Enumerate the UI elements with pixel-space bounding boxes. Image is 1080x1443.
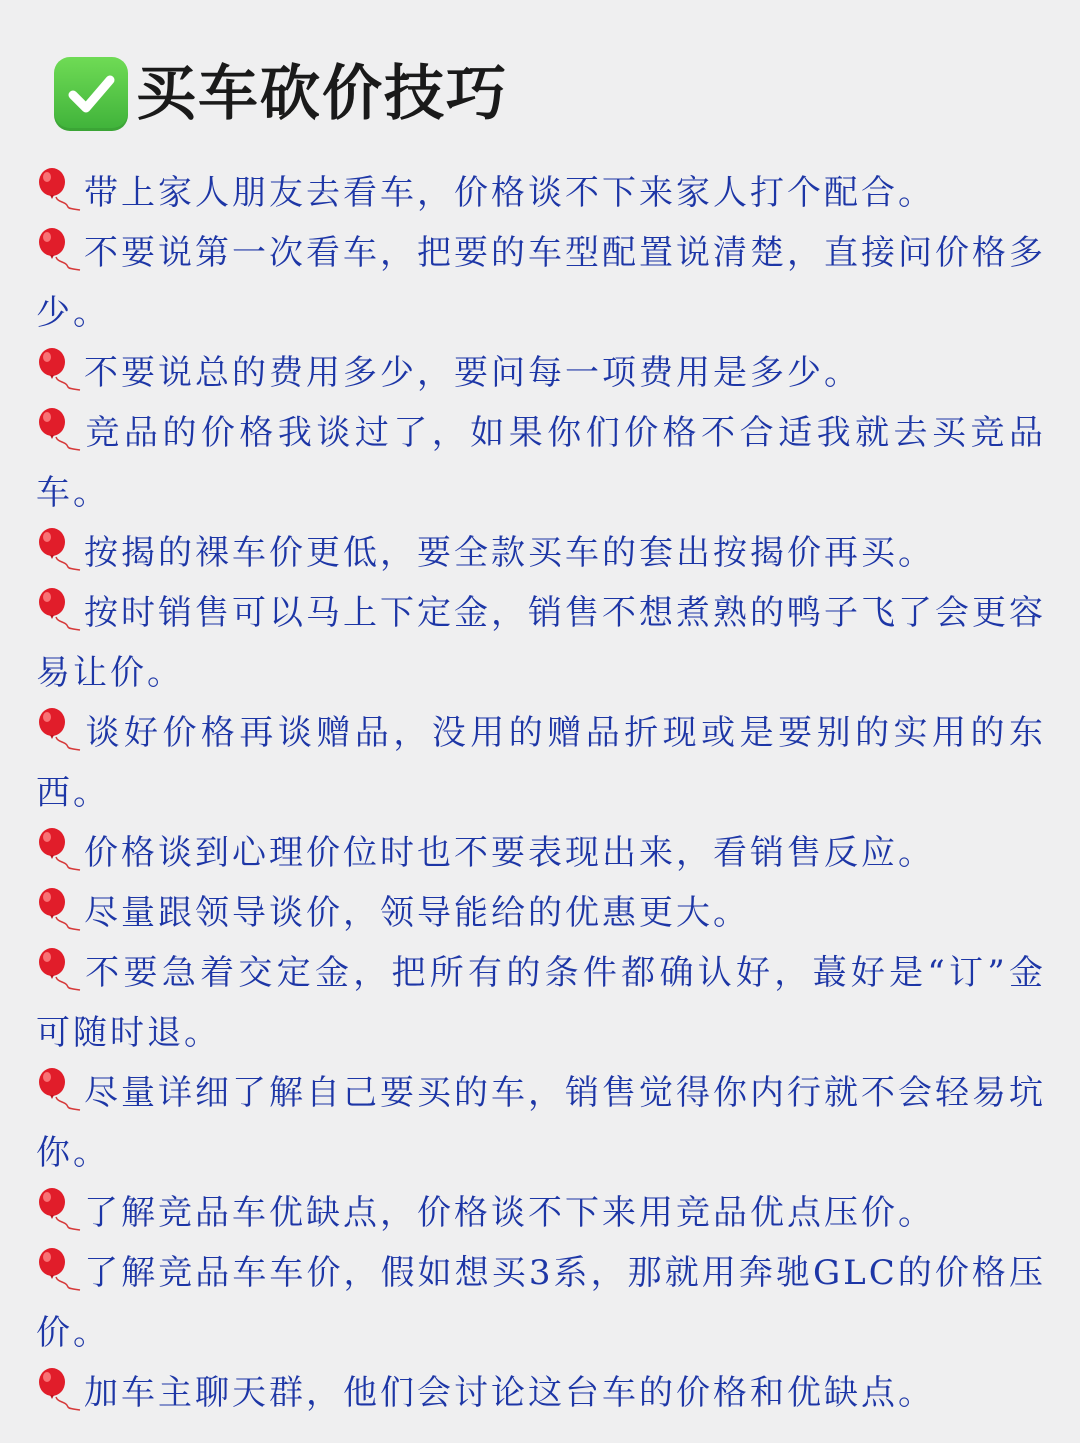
tip-text: 尽量跟领导谈价，领导能给的优惠更大。 — [84, 893, 750, 933]
tip-text: 按揭的裸车价更低，要全款买车的套出按揭价再买。 — [84, 533, 935, 573]
check-mark-button-icon — [54, 57, 128, 131]
list-item — [36, 403, 1046, 523]
list-item — [36, 823, 1046, 883]
tip-text: 价格谈到心理价位时也不要表现出来，看销售反应。 — [84, 833, 935, 873]
list-item — [36, 343, 1046, 403]
red-balloon-icon — [36, 167, 82, 211]
tip-text: 加车主聊天群，他们会讨论这台车的价格和优缺点。 — [84, 1373, 935, 1413]
tip-text: 了解竞品车优缺点，价格谈不下来用竞品优点压价。 — [84, 1193, 935, 1233]
tip-text: 不要说第一次看车，把要的车型配置说清楚，直接问价格多少。 — [36, 233, 1046, 333]
list-item — [36, 703, 1046, 823]
red-balloon-icon — [36, 227, 82, 271]
list-item — [36, 583, 1046, 703]
red-balloon-icon — [36, 887, 82, 931]
red-balloon-icon — [36, 1067, 82, 1111]
red-balloon-icon — [36, 527, 82, 571]
tip-text: 按时销售可以马上下定金，销售不想煮熟的鸭子飞了会更容易让价。 — [36, 593, 1046, 693]
red-balloon-icon — [36, 1247, 82, 1291]
list-item — [36, 1063, 1046, 1183]
list-item — [36, 1243, 1046, 1363]
red-balloon-icon — [36, 1187, 82, 1231]
list-item — [36, 1363, 1046, 1423]
tip-text: 不要急着交定金，把所有的条件都确认好，蕞好是“订”金可随时退。 — [36, 953, 1046, 1053]
tip-text: 了解竞品车车价，假如想买3系，那就用奔驰GLC的价格压价。 — [36, 1253, 1046, 1353]
tip-text: 谈好价格再谈赠品，没用的赠品折现或是要别的实用的东西。 — [36, 713, 1046, 813]
red-balloon-icon — [36, 947, 82, 991]
red-balloon-icon — [36, 827, 82, 871]
tip-text: 竞品的价格我谈过了，如果你们价格不合适我就去买竞品车。 — [36, 413, 1046, 513]
tip-text: 不要说总的费用多少，要问每一项费用是多少。 — [84, 353, 861, 393]
red-balloon-icon — [36, 707, 82, 751]
tip-text: 尽量详细了解自己要买的车，销售觉得你内行就不会轻易坑你。 — [36, 1073, 1046, 1173]
list-item — [36, 523, 1046, 583]
red-balloon-icon — [36, 347, 82, 391]
red-balloon-icon — [36, 407, 82, 451]
red-balloon-icon — [36, 1367, 82, 1411]
list-item — [36, 223, 1046, 343]
tips-list — [36, 163, 1046, 1423]
list-item — [36, 163, 1046, 223]
list-item — [36, 1183, 1046, 1243]
red-balloon-icon — [36, 587, 82, 631]
list-item — [36, 943, 1046, 1063]
list-item — [36, 883, 1046, 943]
tip-text: 带上家人朋友去看车，价格谈不下来家人打个配合。 — [84, 173, 935, 213]
header — [54, 54, 508, 134]
page-title: 买车砍价技巧 — [136, 59, 508, 129]
